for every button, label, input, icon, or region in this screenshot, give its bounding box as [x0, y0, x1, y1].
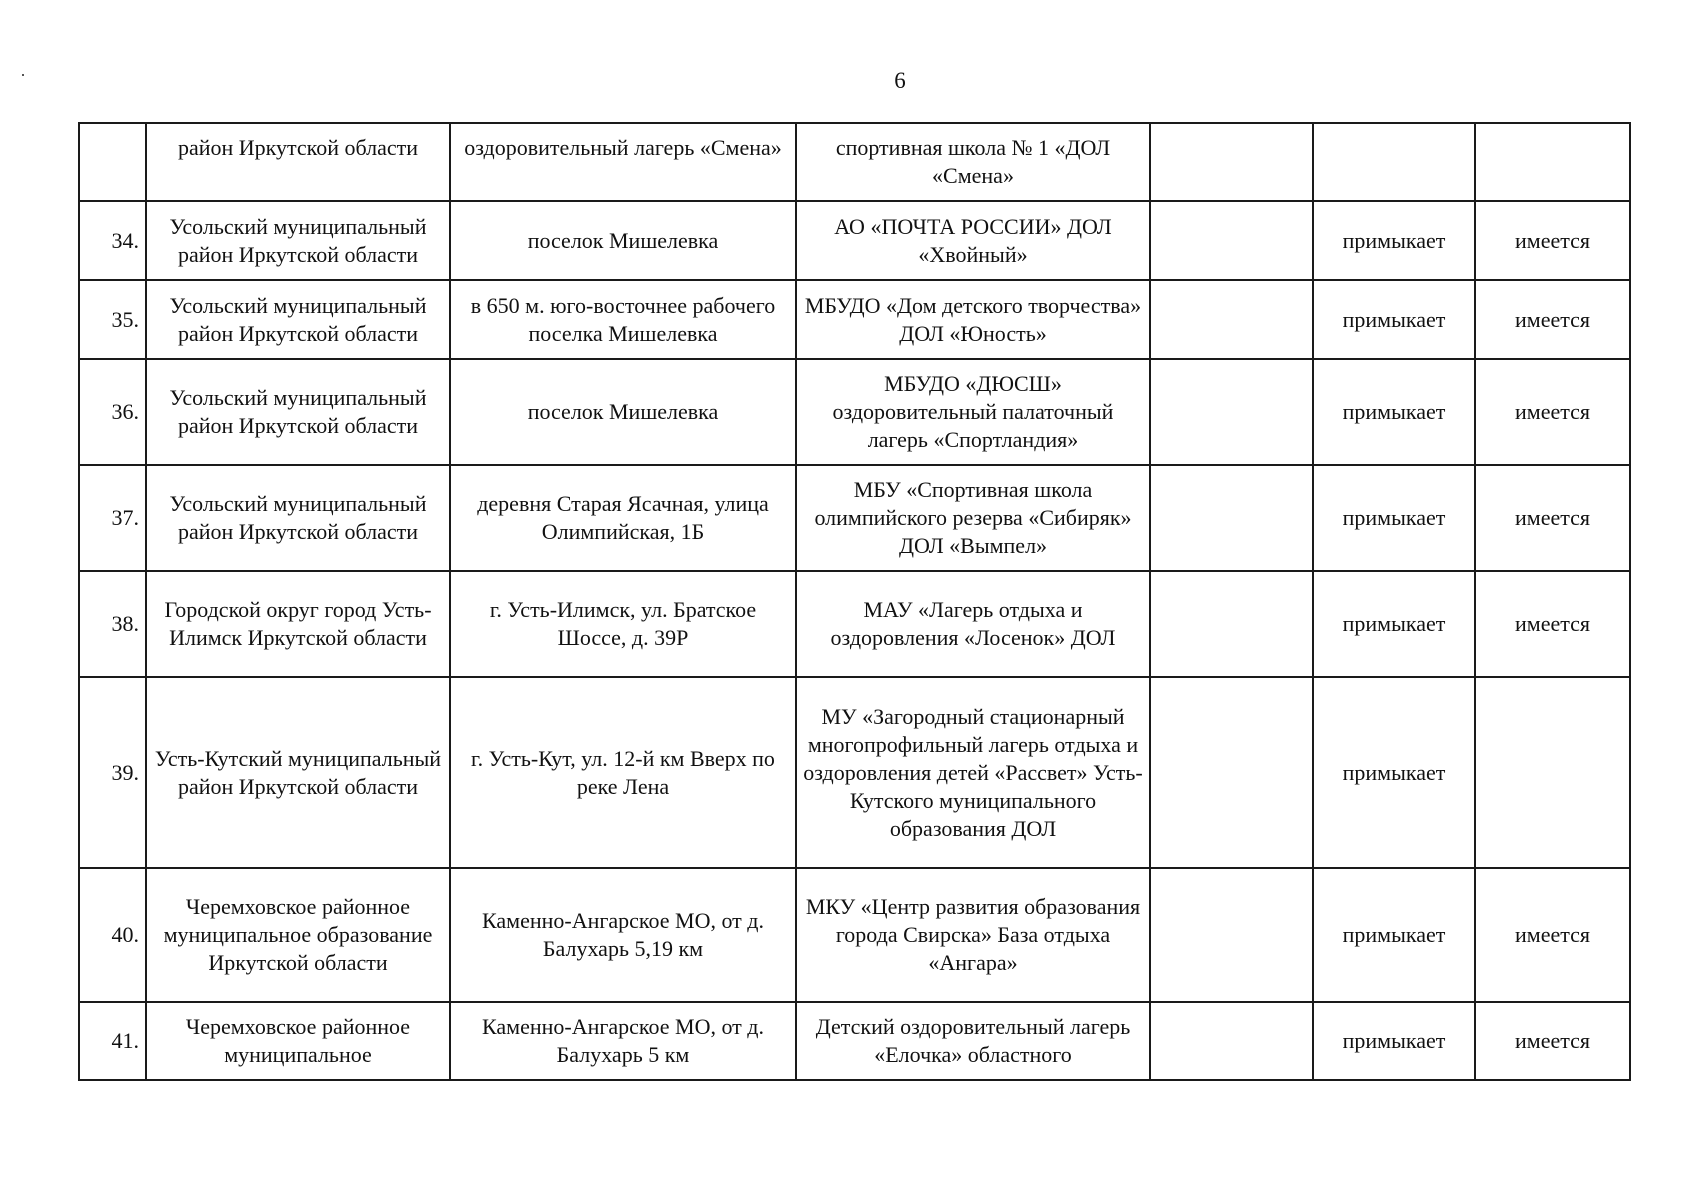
- availability-cell: имеется: [1475, 201, 1630, 280]
- municipality-cell: Усольский муниципальный район Иркутской области: [146, 201, 450, 280]
- availability-cell: имеется: [1475, 571, 1630, 677]
- municipality-cell: Усть-Кутский муниципальный район Иркутской области: [146, 677, 450, 868]
- availability-cell: имеется: [1475, 465, 1630, 571]
- table-row: [79, 868, 1630, 1002]
- address-cell: г. Усть-Илимск, ул. Братское Шоссе, д. 39Р: [450, 571, 796, 677]
- row-number: 41.: [79, 1002, 146, 1080]
- table-row: [79, 359, 1630, 465]
- table-row: [79, 571, 1630, 677]
- municipality-cell: Черемховское районное муниципальное: [146, 1002, 450, 1080]
- organization-cell: МБУДО «ДЮСШ» оздоровительный палаточный лагерь «Спортландия»: [796, 359, 1150, 465]
- availability-cell: имеется: [1475, 1002, 1630, 1080]
- organization-cell: МБУДО «Дом детского творчества» ДОЛ «Юность»: [796, 280, 1150, 359]
- row-number: 35.: [79, 280, 146, 359]
- row-number: 39.: [79, 677, 146, 868]
- row-number: 34.: [79, 201, 146, 280]
- organization-cell: МУ «Загородный стационарный многопрофильный лагерь отдыха и оздоровления детей «Рассвет» Усть-Кутского муниципального образования ДОЛ: [796, 677, 1150, 868]
- organization-cell: МБУ «Спортивная школа олимпийского резерва «Сибиряк» ДОЛ «Вымпел»: [796, 465, 1150, 571]
- address-cell: в 650 м. юго-восточнее рабочего поселка Мишелевка: [450, 280, 796, 359]
- table-row: [79, 201, 1630, 280]
- adjacency-cell: [1313, 123, 1475, 201]
- row-number: 38.: [79, 571, 146, 677]
- empty-cell: [1150, 465, 1313, 571]
- adjacency-cell: примыкает: [1313, 571, 1475, 677]
- adjacency-cell: примыкает: [1313, 359, 1475, 465]
- municipality-cell: район Иркутской области: [146, 123, 450, 201]
- organization-cell: спортивная школа № 1 «ДОЛ «Смена»: [796, 123, 1150, 201]
- address-cell: Каменно-Ангарское МО, от д. Балухарь 5,19 км: [450, 868, 796, 1002]
- row-number: 36.: [79, 359, 146, 465]
- organization-cell: МАУ «Лагерь отдыха и оздоровления «Лосенок» ДОЛ: [796, 571, 1150, 677]
- adjacency-cell: примыкает: [1313, 201, 1475, 280]
- empty-cell: [1150, 868, 1313, 1002]
- table-row: [79, 280, 1630, 359]
- row-number: 37.: [79, 465, 146, 571]
- table-row: [79, 1002, 1630, 1080]
- municipality-cell: Городской округ город Усть-Илимск Иркутской области: [146, 571, 450, 677]
- address-cell: поселок Мишелевка: [450, 201, 796, 280]
- row-number: [79, 123, 146, 201]
- adjacency-cell: примыкает: [1313, 868, 1475, 1002]
- adjacency-cell: примыкает: [1313, 677, 1475, 868]
- organization-cell: МКУ «Центр развития образования города Свирска» База отдыха «Ангара»: [796, 868, 1150, 1002]
- municipality-cell: Усольский муниципальный район Иркутской области: [146, 280, 450, 359]
- availability-cell: [1475, 677, 1630, 868]
- empty-cell: [1150, 280, 1313, 359]
- municipality-cell: Усольский муниципальный район Иркутской области: [146, 359, 450, 465]
- page-number: 6: [894, 68, 906, 93]
- table-row: [79, 465, 1630, 571]
- adjacency-cell: примыкает: [1313, 280, 1475, 359]
- availability-cell: имеется: [1475, 868, 1630, 1002]
- empty-cell: [1150, 359, 1313, 465]
- empty-cell: [1150, 571, 1313, 677]
- address-cell: Каменно-Ангарское МО, от д. Балухарь 5 км: [450, 1002, 796, 1080]
- address-cell: оздоровительный лагерь «Смена»: [450, 123, 796, 201]
- adjacency-cell: примыкает: [1313, 1002, 1475, 1080]
- address-cell: поселок Мишелевка: [450, 359, 796, 465]
- availability-cell: имеется: [1475, 280, 1630, 359]
- organization-cell: Детский оздоровительный лагерь «Елочка» областного: [796, 1002, 1150, 1080]
- camps-table: [78, 122, 1631, 1081]
- table-row: [79, 677, 1630, 868]
- empty-cell: [1150, 201, 1313, 280]
- empty-cell: [1150, 123, 1313, 201]
- row-number: 40.: [79, 868, 146, 1002]
- address-cell: деревня Старая Ясачная, улица Олимпийская, 1Б: [450, 465, 796, 571]
- availability-cell: имеется: [1475, 359, 1630, 465]
- address-cell: г. Усть-Кут, ул. 12-й км Вверх по реке Лена: [450, 677, 796, 868]
- empty-cell: [1150, 677, 1313, 868]
- table-row: [79, 123, 1630, 201]
- empty-cell: [1150, 1002, 1313, 1080]
- municipality-cell: Черемховское районное муниципальное образование Иркутской области: [146, 868, 450, 1002]
- adjacency-cell: примыкает: [1313, 465, 1475, 571]
- municipality-cell: Усольский муниципальный район Иркутской области: [146, 465, 450, 571]
- organization-cell: АО «ПОЧТА РОССИИ» ДОЛ «Хвойный»: [796, 201, 1150, 280]
- availability-cell: [1475, 123, 1630, 201]
